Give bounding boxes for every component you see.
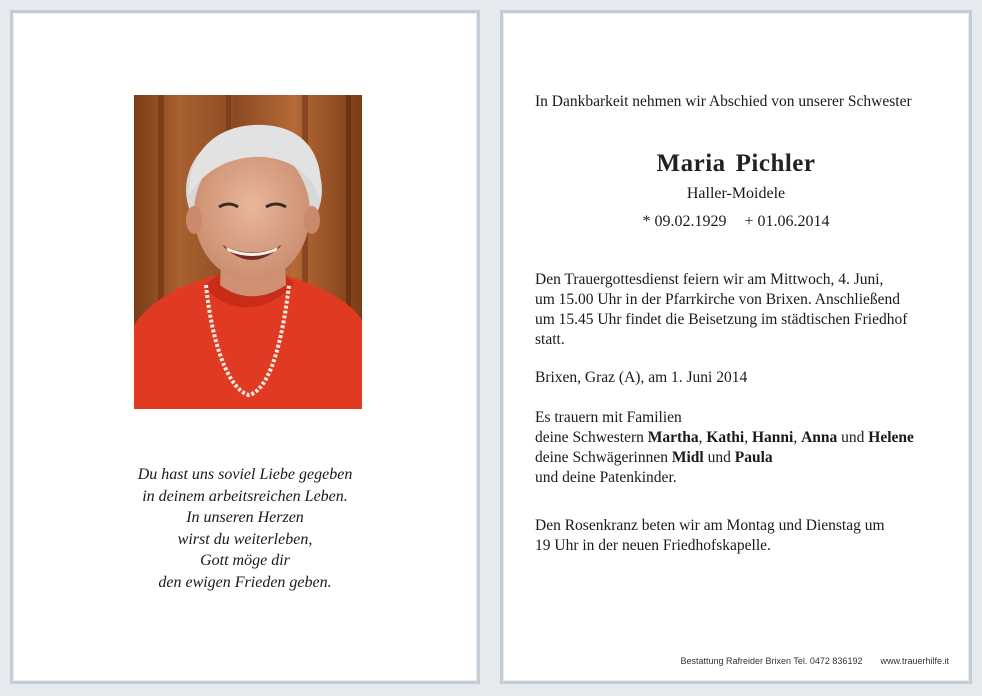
poem-line: wirst du weiterleben, <box>177 530 313 548</box>
separator: und <box>707 449 731 466</box>
sister-name: Anna <box>801 429 838 446</box>
separator: , <box>698 429 703 446</box>
service-line: statt. <box>535 331 565 348</box>
separator: , <box>793 429 798 446</box>
rosary-line: 19 Uhr in der neuen Friedhofskapelle. <box>535 537 771 554</box>
sister-in-law-name: Midl <box>671 449 704 466</box>
sister-name: Hanni <box>751 429 794 446</box>
sisters-prefix: deine Schwestern <box>535 429 644 446</box>
service-info <box>535 270 955 350</box>
poem-line: Gott möge dir <box>200 552 290 569</box>
separator: , <box>744 429 749 446</box>
first-name: Maria <box>656 150 726 177</box>
portrait-illustration <box>134 95 362 409</box>
deceased-name <box>503 149 969 179</box>
poem-line: in deinem arbeitsreichen Leben. <box>142 487 348 505</box>
sisters-line <box>535 428 955 448</box>
life-dates <box>503 212 969 232</box>
sisters-in-law-line <box>535 448 955 468</box>
service-line: um 15.00 Uhr in der Pfarrkirche von Brixen. Anschließend <box>535 291 901 308</box>
service-line: Den Trauergottesdienst feiern wir am Mittwoch, 4. Juni, <box>535 271 884 288</box>
right-card <box>500 10 972 684</box>
poem-line: In unseren Herzen <box>186 509 304 526</box>
memorial-poem <box>13 464 477 593</box>
left-card <box>10 10 480 684</box>
service-line: um 15.45 Uhr findet die Beisetzung im städtischen Friedhof <box>535 311 908 328</box>
poem-line: den ewigen Frieden geben. <box>158 573 332 591</box>
sister-name: Helene <box>868 429 914 446</box>
footer-undertaker <box>503 656 949 666</box>
mourners-intro: Es trauern mit Familien <box>535 409 682 426</box>
undertaker-info: Bestattung Rafreider Brixen Tel. 0472 836192 <box>680 656 863 666</box>
house-name: Haller-Moidele <box>686 185 786 202</box>
sister-in-law-name: Paula <box>734 449 773 466</box>
godchildren-line: und deine Patenkinder. <box>535 469 677 486</box>
birth-date: * 09.02.1929 <box>642 213 727 230</box>
poem-line: Du hast uns soviel Liebe gegeben <box>137 466 353 483</box>
death-date: + 01.06.2014 <box>744 213 830 230</box>
sisters-in-law-prefix: deine Schwägerinnen <box>535 449 668 466</box>
rosary-line: Den Rosenkranz beten wir am Montag und Dienstag um <box>535 517 885 534</box>
rosary-info <box>535 516 955 556</box>
separator: und <box>841 429 865 446</box>
intro-text: In Dankbarkeit nehmen wir Abschied von unserer Schwester <box>535 93 912 110</box>
website-link[interactable]: www.trauerhilfe.it <box>880 656 949 666</box>
sister-name: Kathi <box>706 429 745 446</box>
portrait-photo <box>134 95 362 409</box>
last-name: Pichler <box>735 150 816 177</box>
mourners-list <box>535 408 955 488</box>
sister-name: Martha <box>647 429 699 446</box>
place-date: Brixen, Graz (A), am 1. Juni 2014 <box>535 369 748 386</box>
